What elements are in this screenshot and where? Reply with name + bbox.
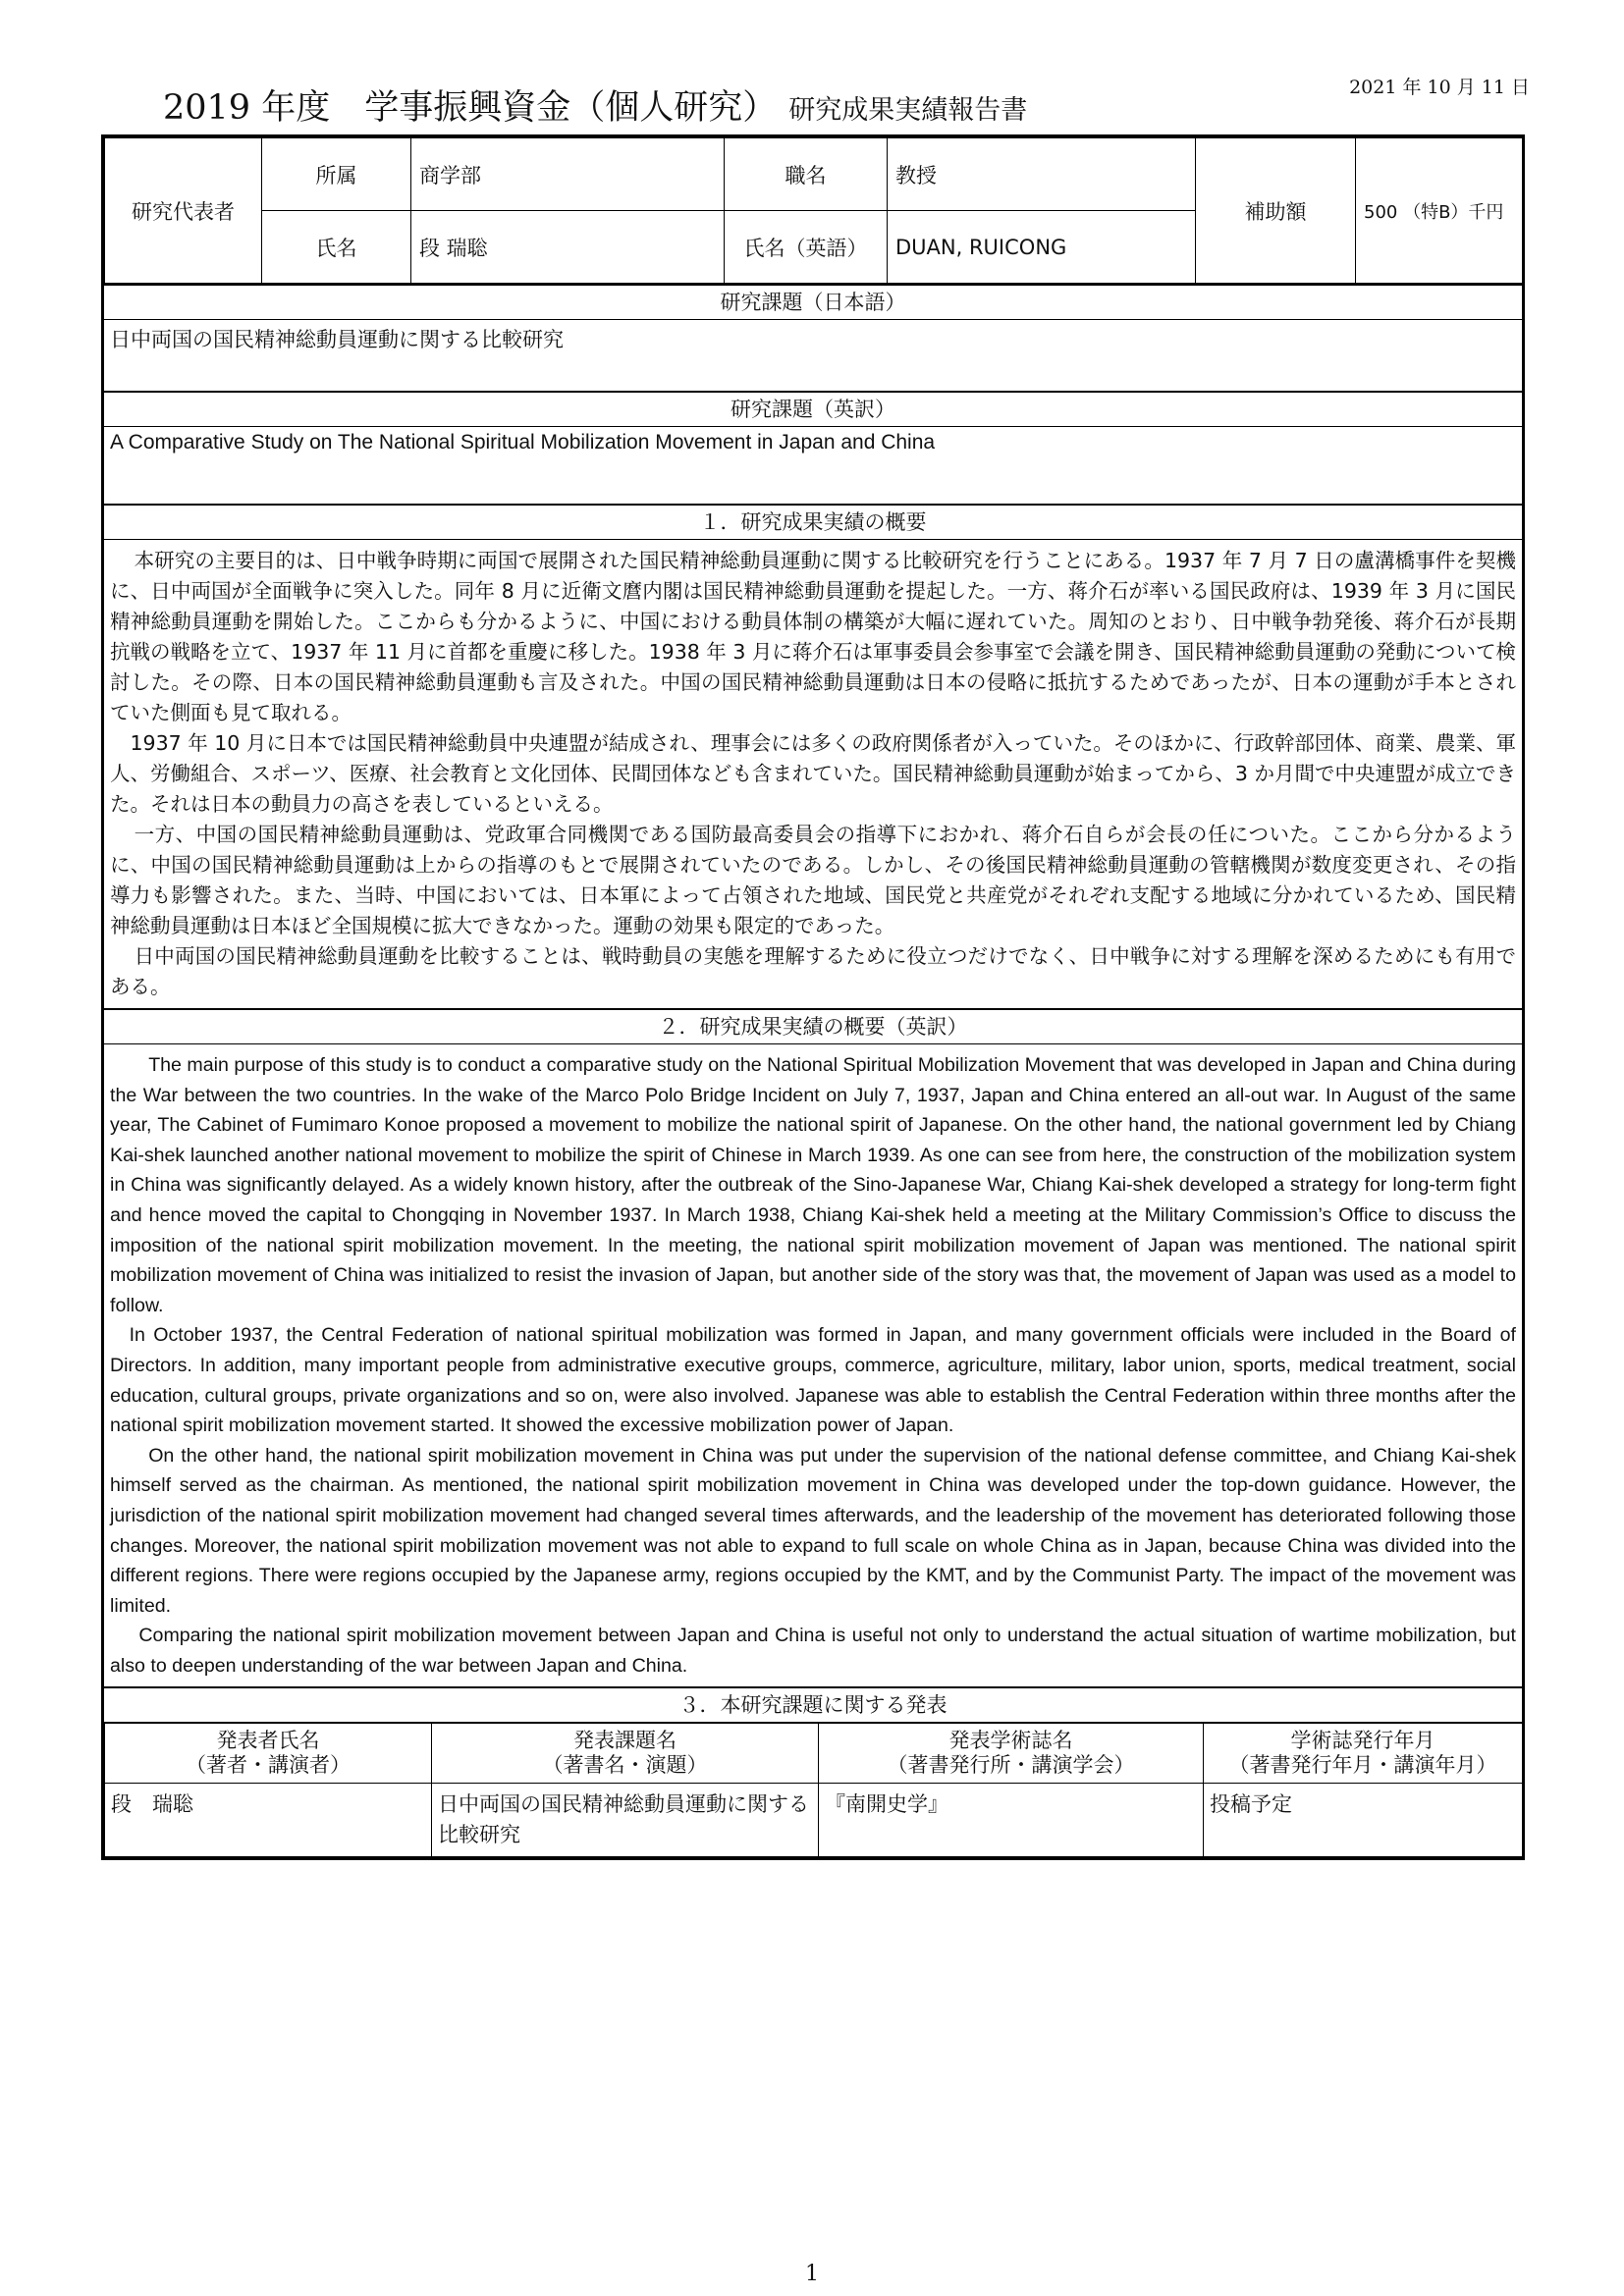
grant-label: 補助額 — [1196, 138, 1356, 284]
publication-date: 投稿予定 — [1204, 1784, 1523, 1857]
name-en-value: DUAN, RUICONG — [888, 211, 1196, 284]
publication-journal: 『南開史学』 — [819, 1784, 1204, 1857]
grant-value: 500 （特B）千円 — [1356, 138, 1523, 284]
header-table — [104, 137, 1523, 284]
position-value: 教授 — [888, 138, 1196, 211]
title-main: 2019 年度 学事振興資金（個人研究） — [163, 88, 778, 128]
summary-jp-paragraph: 本研究の主要目的は、日中戦争時期に両国で展開された国民精神総動員運動に関する比較研究を行うことにある。1937 年 7 月 7 日の盧溝橋事件を契機に、日中両国が全面戦争に突入した。同年 8 月に近衛文麿内閣は国民精神総動員運動を提起した。一方、蒋介石が率いる国民政府は、1939 年 3 月に国民精神総動員運動を開始した。ここからも分かるように、中国における動員体制の構築が大幅に遅れていた。周知のとおり、日中戦争勃発後、蒋介石が長期抗戦の戦略を立て、1937 年 11 月に首都を重慶に移した。1938 年 3 月に蒋介石は軍事委員会参事室で会議を開き、国民精神総動員運動の発動について検討した。その際、日本の国民精神総動員運動も言及された。中国の国民精神総動員運動は日本の侵略に抵抗するためであったが、日本の運動が手本とされていた側面も見て取れる。 — [110, 549, 1516, 724]
page-number: 1 — [805, 2262, 819, 2286]
column-header-line2: （著者・講演者） — [186, 1753, 351, 1778]
representative-label: 研究代表者 — [105, 138, 262, 284]
page-title — [163, 80, 1027, 130]
publication-title: 日中両国の国民精神総動員運動に関する比較研究 — [432, 1784, 819, 1857]
summary-jp-heading: １．研究成果実績の概要 — [104, 504, 1522, 540]
summary-en-paragraph: On the other hand, the national spirit mobilization movement in China was put under the supervision of the national defense committee, and Chiang Kai-shek himself served as the chairman. As mentioned, the national spirit mobilization movement in China was developed under the top-down guidance. However, the jurisdiction of the national spirit mobilization movement had changed several times afterwards, and the leadership of the movement has deteriorated following those changes. Moreover, the national spirit mobilization movement was not able to expand to full scale on whole China as in Japan, because China was divided into the different regions. There were regions occupied by the Japanese army, regions occupied by the KMT, and by the Communist Party. The impact of the movement was limited. — [110, 1444, 1516, 1617]
summary-en-body — [104, 1044, 1522, 1686]
summary-en-paragraph: Comparing the national spirit mobilization movement between Japan and China is useful not only to understand the actual situation of wartime mobilization, but also to deepen understanding of the war between Japan and China. — [110, 1625, 1516, 1677]
column-header — [819, 1724, 1204, 1784]
publication-author: 段 瑞聡 — [105, 1784, 432, 1857]
publications-heading: ３．本研究課題に関する発表 — [104, 1686, 1522, 1723]
report-date: 2021 年 10 月 11 日 — [1349, 77, 1530, 98]
name-en-label: 氏名（英語） — [725, 211, 888, 284]
name-label: 氏名 — [262, 211, 411, 284]
column-header — [105, 1724, 432, 1784]
column-header-line1: 発表課題名 — [573, 1729, 677, 1753]
affiliation-label: 所属 — [262, 138, 411, 211]
publications-table — [104, 1723, 1523, 1857]
topic-jp-text: 日中両国の国民精神総動員運動に関する比較研究 — [110, 328, 564, 351]
column-header-line1: 発表者氏名 — [216, 1729, 320, 1753]
position-label: 職名 — [725, 138, 888, 211]
column-header-line1: 学術誌発行年月 — [1290, 1729, 1435, 1753]
summary-jp-body — [104, 540, 1522, 1008]
name-value: 段 瑞聡 — [411, 211, 725, 284]
title-sub: 研究成果実績報告書 — [788, 95, 1028, 126]
summary-en-paragraph: The main purpose of this study is to conduct a comparative study on the National Spiritual Mobilization Movement that was developed in Japan and China during the War between the two countries. In the wake of the Marco Polo Bridge Incident on July 7, 1937, Japan and China entered an all-out war. In August of the same year, The Cabinet of Fumimaro Konoe proposed a movement to mobilize the national spirit of Japanese. On the other hand, the national government led by Chiang Kai-shek launched another national movement to mobilize the spirit of Chinese in March 1939. As one can see from here, the construction of the mobilization system in China was significantly delayed. As a widely known history, after the outbreak of the Sino-Japanese War, Chiang Kai-shek developed a strategy for long-term fight and hence moved the capital to Chongqing in November 1937. In March 1938, Chiang Kai-shek held a meeting at the Military Commission’s Office to discuss the imposition of the national spirit mobilization movement. In the meeting, the national spirit mobilization movement of Japan was mentioned. The national spirit mobilization movement of China was initialized to resist the invasion of Japan, but another side of the story was that, the movement of Japan was used as a model to follow. — [110, 1054, 1516, 1316]
topic-en-text: A Comparative Study on The National Spiritual Mobilization Movement in Japan and China — [110, 431, 936, 454]
topic-jp-heading: 研究課題（日本語） — [104, 284, 1522, 320]
summary-jp-paragraph: 1937 年 10 月に日本では国民精神総動員中央連盟が結成され、理事会には多くの政府関係者が入っていた。そのほかに、行政幹部団体、商業、農業、軍人、労働組合、スポーツ、医療、社会教育と文化団体、民間団体なども含まれていた。国民精神総動員運動が始まってから、3 か月間で中央連盟が成立できた。それは日本の動員力の高さを表しているといえる。 — [110, 731, 1516, 816]
topic-en-heading: 研究課題（英訳） — [104, 391, 1522, 427]
column-header — [432, 1724, 819, 1784]
column-header — [1204, 1724, 1523, 1784]
summary-en-heading: ２．研究成果実績の概要（英訳） — [104, 1008, 1522, 1044]
column-header-line2: （著書発行所・講演学会） — [887, 1753, 1135, 1778]
report-form — [101, 134, 1525, 1860]
summary-en-paragraph: In October 1937, the Central Federation of national spiritual mobilization was formed in Japan, and many government officials were included in the Board of Directors. In addition, many important people from administrative executive groups, commerce, agriculture, military, labor union, sports, medical treatment, social education, cultural groups, private organizations and so on, were also involved. Japanese was able to establish the Central Federation within three months after the national spirit mobilization movement started. It showed the excessive mobilization power of Japan. — [110, 1324, 1516, 1437]
column-header-line2: （著書名・演題） — [542, 1753, 708, 1778]
summary-jp-paragraph: 日中両国の国民精神総動員運動を比較することは、戦時動員の実態を理解するために役立つだけでなく、日中戦争に対する理解を深めるためにも有用である。 — [110, 944, 1516, 998]
column-header-line1: 発表学術誌名 — [948, 1729, 1073, 1753]
summary-jp-paragraph: 一方、中国の国民精神総動員運動は、党政軍合同機関である国防最高委員会の指導下におかれ、蒋介石自らが会長の任についた。ここから分かるように、中国の国民精神総動員運動は上からの指導のもとで展開されていたのである。しかし、その後国民精神総動員運動の管轄機関が数度変更され、その指導力も影響された。また、当時、中国においては、日本軍によって占領された地域、国民党と共産党がそれぞれ支配する地域に分かれているため、国民精神総動員運動は日本ほど全国規模に拡大できなかった。運動の効果も限定的であった。 — [110, 823, 1516, 937]
publications-header-row — [105, 1724, 1523, 1784]
table-row — [105, 1784, 1523, 1857]
column-header-line2: （著書発行年月・講演年月） — [1228, 1753, 1497, 1778]
affiliation-value: 商学部 — [411, 138, 725, 211]
